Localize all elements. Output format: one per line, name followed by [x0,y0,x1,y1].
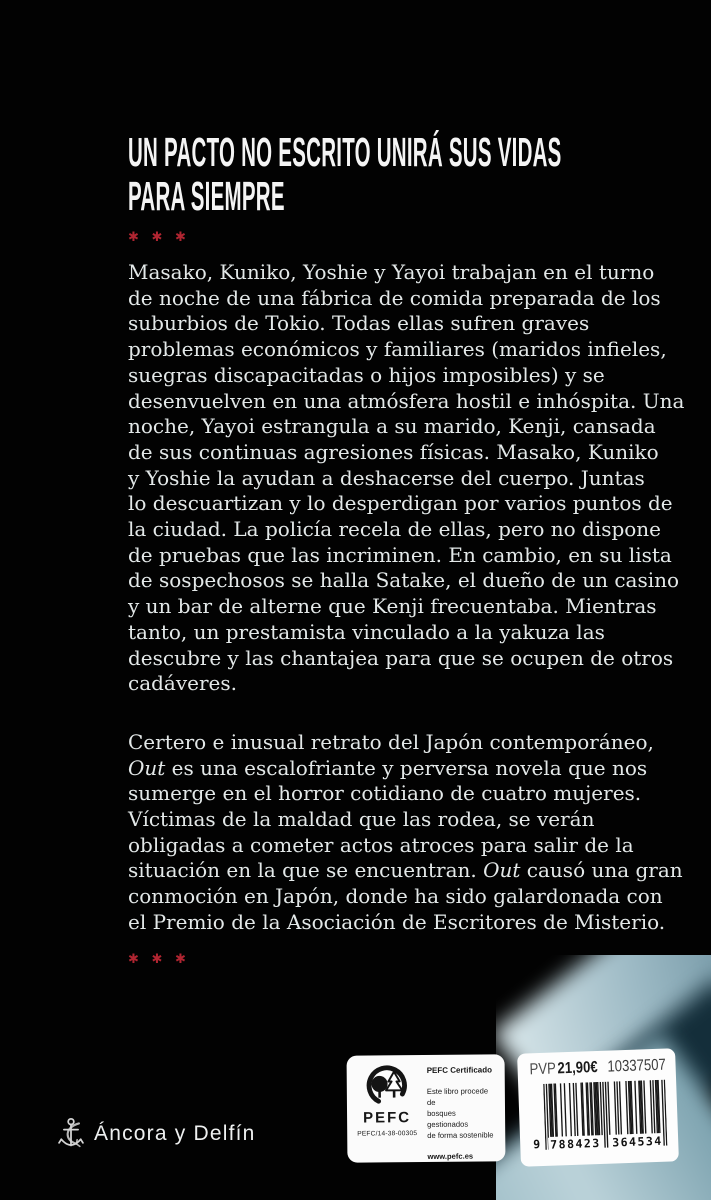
back-cover-text-column [128,130,692,966]
text-line: sumerge en el horror cotidiano de cuatro mujeres. [128,781,642,806]
text-line: conmoción en Japón, donde ha sido galardonada con [128,884,663,909]
text-line: Masako, Kuniko, Yoshie y Yayoi trabajan en el turno [128,260,655,284]
red-asterisks-bottom: ✱ ✱ ✱ [128,950,188,966]
text-line: y Yoshie la ayudan a deshacerse del cuerpo. Juntas [128,465,645,490]
text-line: problemas económicos y familiares (maridos infieles, [128,337,667,362]
pefc-logo-icon [358,1062,416,1111]
imprint-name: Áncora y Delfín [94,1122,256,1145]
publisher-imprint [56,1114,256,1154]
text-line: desenvuelven en una atmósfera hostil e inhóspita. Una [128,388,685,413]
text-line: noche, Yayoi estrangula a su marido, Kenji, cansada [128,414,656,439]
pefc-website: www.pefc.es [427,1151,474,1161]
tagline [128,130,692,218]
text-line: de sus continuas agresiones físicas. Masako, Kuniko [128,439,659,464]
ean-digit-left: 9 [532,1137,541,1152]
pvp-label: PVP [529,1060,557,1079]
text-line: tanto, un prestamista vinculado a la yakuza las [128,619,605,644]
review-paragraph [128,730,692,936]
text-line: Certero e inusual retrato del Japón contemporáneo, [128,729,654,754]
text-line: situación en la que se encuentran. Out causó una gran [128,858,683,883]
pefc-claim-line: de forma sostenible [427,1130,494,1140]
text-line: Out es una escalofriante y perversa novela que nos [128,755,648,780]
text-line: la ciudad. La policía recela de ellas, pero no dispone [128,517,662,542]
tagline-line-1: UN PACTO NO ESCRITO UNIRÁ SUS VIDAS [128,129,562,175]
ean-barcode [530,1080,670,1153]
ean-digits-group-1: 7 8 8 4 2 3 [548,1136,601,1152]
text-line: suburbios de Tokio. Todas ellas sufren graves [128,311,590,336]
price-barcode-sticker [517,1048,679,1166]
price-value: 21,90€ [557,1058,598,1078]
pefc-left-column [355,1062,420,1156]
text-line: Víctimas de la maldad que las rodea, se verán [128,807,595,832]
red-asterisks-top: ✱ ✱ ✱ [128,229,188,244]
text-line: de sospechosos se halla Satake, el dueño de un casino [128,568,680,593]
text-line: de noche de una fábrica de comida preparada de los [128,285,661,310]
pefc-claim-line: bosques gestionados [427,1108,469,1129]
pefc-claim [427,1085,497,1141]
text-line: descubre y las chantajea para que se ocupen de otros [128,645,674,670]
pefc-claim-line: Este libro procede de [426,1086,489,1107]
pefc-right-column [419,1061,498,1161]
internal-ref-code: 10337507 [607,1056,667,1076]
pefc-certified-label: PEFC Certificado [426,1065,493,1075]
pefc-license-number: PEFC/14-38-00305 [357,1130,418,1138]
text-line: y un bar de alterne que Kenji frecuentaba. Mientras [128,594,657,619]
synopsis-paragraph [128,260,692,697]
text-line: lo descuartizan y lo desperdigan por varios puntos de [128,491,673,516]
pefc-certification-box [347,1054,506,1162]
text-line: suegras discapacitadas o hijos imposibles) y se [128,362,605,387]
ean-digits-group-2: 3 6 4 5 3 4 [610,1134,663,1150]
price-row [529,1056,667,1079]
text-line: cadáveres. [128,671,238,696]
pefc-acronym: PEFC [362,1109,412,1127]
text-line: el Premio de la Asociación de Escritores de Misterio. [128,909,666,934]
text-line: obligadas a cometer actos atroces para salir de la [128,832,634,857]
text-line: de pruebas que las incriminen. En cambio, en su lista [128,542,672,567]
anchor-dolphin-logo-icon [56,1114,86,1154]
tagline-line-2: PARA SIEMPRE [128,173,285,219]
